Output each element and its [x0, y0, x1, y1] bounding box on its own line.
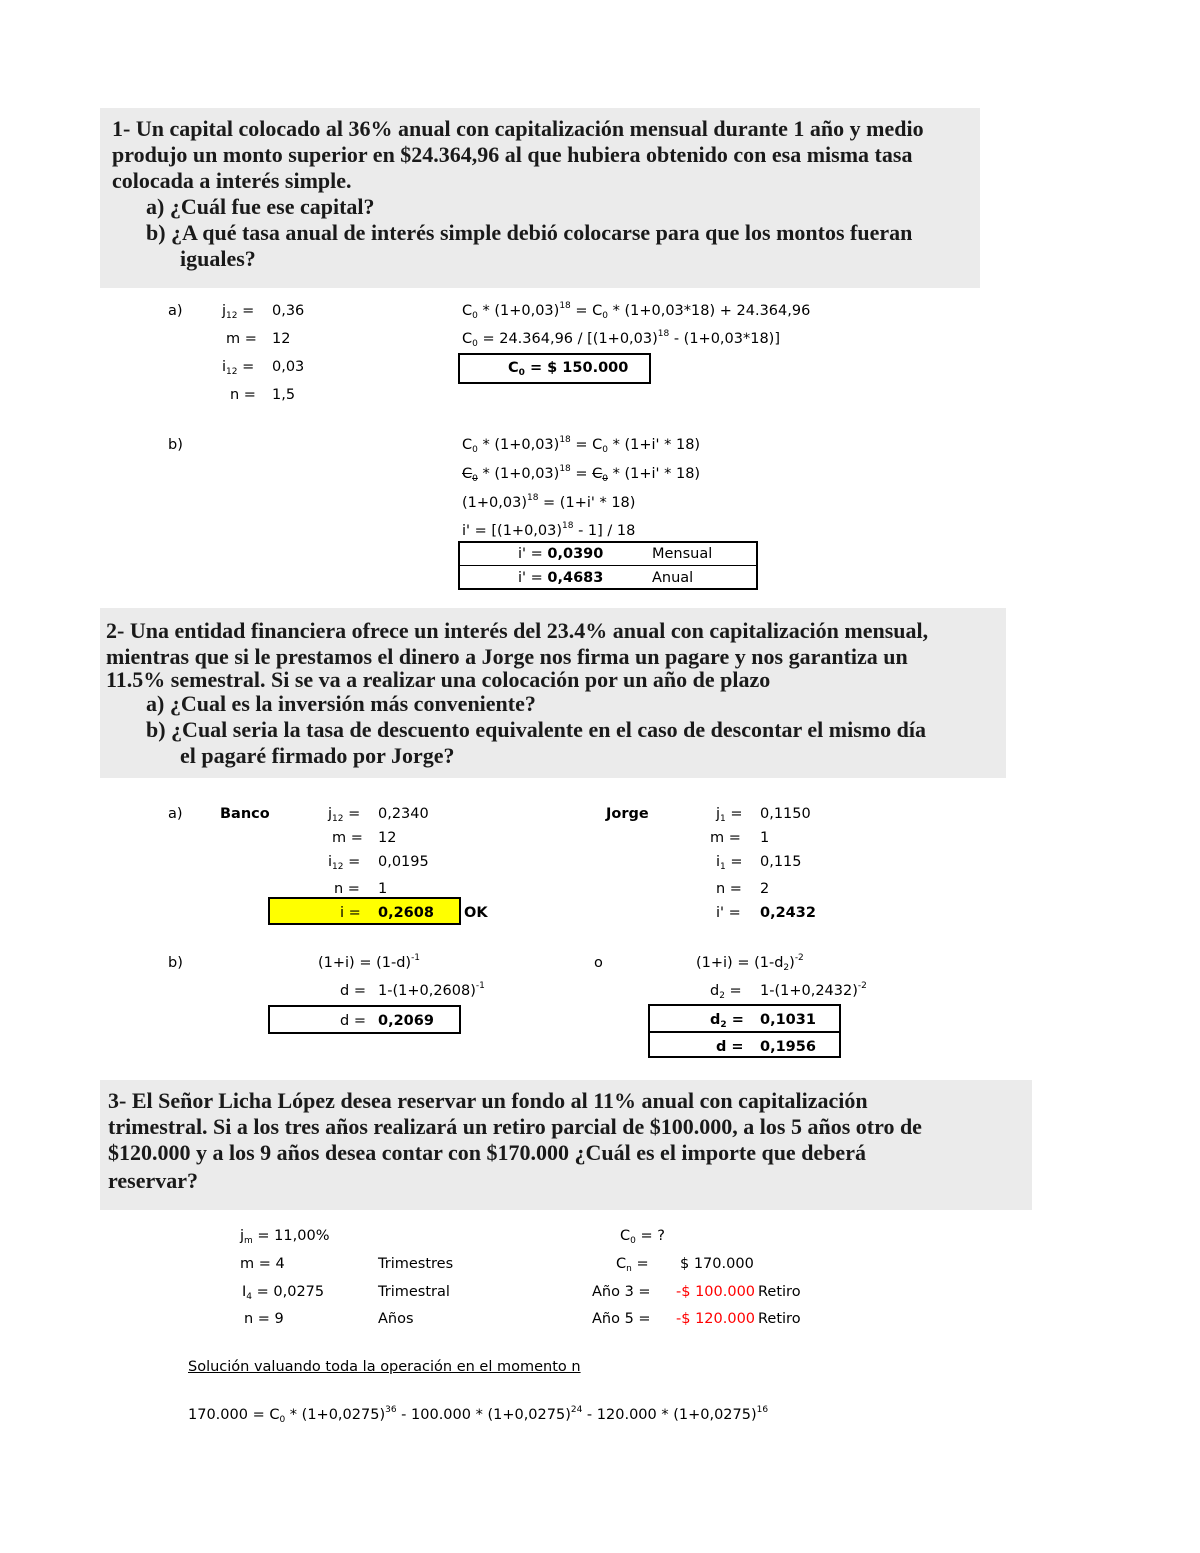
bank-i12-val: 0,0195 — [378, 854, 429, 870]
label-b: b) — [168, 955, 183, 971]
statement-line: mientras que si le prestamos el dinero a Jorge nos firma un pagare y nos garantiza un — [106, 644, 908, 669]
bank-result-value: 0,2608 — [378, 905, 434, 921]
statement-line: a) ¿Cual es la inversión más conveniente? — [146, 691, 536, 716]
problem-2-statement — [100, 608, 1006, 778]
statement-line: el pagaré firmado por Jorge? — [180, 743, 455, 768]
year-3-label: Año 3 = — [592, 1284, 651, 1300]
bank-j12: $j_{12}$ = — [328, 806, 361, 824]
or-label: o — [594, 955, 603, 971]
capital-c0: $C_0$ = ? — [620, 1228, 665, 1246]
jorge-m-val: 1 — [760, 830, 770, 846]
periods-m: m = 4 — [240, 1256, 285, 1272]
statement-line: trimestral. Si a los tres años realizará un retiro parcial de $100.000, a los 5 años otro de — [108, 1114, 922, 1139]
equation-2: $C_0 = 24.364,96 / [(1+0,03)^{18} - (1+0,03*18)]$ — [462, 329, 781, 349]
divider — [648, 1031, 841, 1033]
discount-result-label: d = — [340, 1013, 366, 1029]
problem-3-statement — [100, 1080, 1032, 1210]
bank-result-label: i = — [340, 905, 361, 921]
jorge-j1-val: 0,1150 — [760, 806, 811, 822]
ok-mark: OK — [464, 905, 488, 921]
statement-line: a) ¿Cuál fue ese capital? — [146, 194, 375, 219]
bank-i12: $i_{12}$ = — [328, 854, 361, 872]
val-m: 12 — [272, 331, 291, 347]
statement-line: b) ¿Cual seria la tasa de descuento equivalente en el caso de descontar el mismo día — [146, 717, 926, 742]
statement-line: $120.000 y a los 9 años desea contar con $170.000 ¿Cuál es el importe que deberá — [108, 1140, 866, 1165]
statement-line: 11.5% semestral. Si se va a realizar una colocación por un año de plazo — [106, 667, 771, 692]
jorge-i1-val: 0,115 — [760, 854, 802, 870]
discount-d2-result-label: $d_2$ = — [710, 1012, 744, 1030]
bank-m-val: 12 — [378, 830, 397, 846]
val-n: 1,5 — [272, 387, 296, 403]
solution-equation: $170.000 = C_0 * (1+0,0275)^{36} - 100.000 * (1+0,0275)^{24} - 120.000 * (1+0,0275)^{16}$ — [188, 1405, 769, 1425]
result-capital: $C_0$ = $ 150.000 — [508, 360, 629, 378]
jorge-result-value: 0,2432 — [760, 905, 816, 921]
label-a: a) — [168, 806, 183, 822]
year-3-withdrawal: -$ 100.000 — [676, 1284, 756, 1300]
var-j12: $j_{12}$ = — [222, 303, 255, 321]
bank-n-val: 1 — [378, 881, 388, 897]
problem-1-statement — [100, 108, 980, 288]
discount-formula-4: $1-(1+0,2432)^{-2}$ — [760, 981, 867, 999]
jorge-n: n = — [716, 881, 742, 897]
years-n-unit: Años — [378, 1311, 414, 1327]
bank-n: n = — [334, 881, 360, 897]
var-i12: $i_{12}$ = — [222, 359, 255, 377]
bank-label: Banco — [220, 806, 270, 822]
divider — [458, 565, 758, 566]
discount-formula-3: $(1+i) = (1-d_2)^{-2}$ — [696, 953, 804, 973]
jorge-m: m = — [710, 830, 741, 846]
rate-i4-unit: Trimestral — [378, 1284, 450, 1300]
val-j12: 0,36 — [272, 303, 305, 319]
equation-b2: $C_0 * (1+0,03)^{18} = C_0 * (1+i' * 18)$ — [462, 464, 701, 484]
statement-line: colocada a interés simple. — [112, 168, 352, 193]
var-n: n = — [230, 387, 256, 403]
rate-jm: $j_m = 11,00\%$ — [240, 1228, 330, 1246]
year-5-withdrawal: -$ 120.000 — [676, 1311, 756, 1327]
discount-formula-1: $(1+i) = (1-d)^{-1}$ — [318, 953, 421, 971]
discount-d-annual-value: 0,1956 — [760, 1039, 816, 1055]
years-n: n = 9 — [244, 1311, 284, 1327]
year-5-unit: Retiro — [758, 1311, 801, 1327]
result-rate-annual: i' = 0,4683 — [518, 570, 604, 586]
jorge-n-val: 2 — [760, 881, 770, 897]
year-3-unit: Retiro — [758, 1284, 801, 1300]
equation-b3: $(1+0,03)^{18} = (1+i' * 18)$ — [462, 493, 636, 511]
statement-line: 3- El Señor Licha López desea reservar un fondo al 11% anual con capitalización — [108, 1088, 868, 1113]
equation-b4: $i' = [(1+0,03)^{18} - 1] / 18$ — [462, 521, 636, 539]
discount-d-annual-label: d = — [716, 1039, 744, 1055]
capital-cn: $C_n$ = — [616, 1256, 649, 1274]
bank-j12-val: 0,2340 — [378, 806, 429, 822]
year-5-label: Año 5 = — [592, 1311, 651, 1327]
discount-formula-2: $1-(1+0,2608)^{-1}$ — [378, 981, 485, 999]
label-b: b) — [168, 437, 183, 453]
jorge-j1: $j_1$ = — [716, 806, 743, 824]
jorge-label: Jorge — [606, 806, 649, 822]
capital-cn-value: $ 170.000 — [680, 1256, 754, 1272]
statement-line: 2- Una entidad financiera ofrece un interés del 23.4% anual con capitalización mensual, — [106, 618, 929, 643]
discount-result-value: 0,2069 — [378, 1013, 434, 1029]
discount-d-label: d = — [340, 983, 366, 999]
statement-line: produjo un monto superior en $24.364,96 al que hubiera obtenido con esa misma tasa — [112, 142, 913, 167]
rate-i4: $I_4 = 0,0275$ — [242, 1284, 325, 1302]
statement-line: 1- Un capital colocado al 36% anual con capitalización mensual durante 1 año y medio — [112, 116, 924, 141]
solution-heading: Solución valuando toda la operación en el momento n — [188, 1359, 581, 1375]
label-a: a) — [168, 303, 183, 319]
jorge-i1: $i_1$ = — [716, 854, 743, 872]
result-rate-monthly: i' = 0,0390 — [518, 546, 604, 562]
result-rate-monthly-unit: Mensual — [652, 546, 713, 562]
statement-line: reservar? — [108, 1168, 198, 1193]
bank-m: m = — [332, 830, 363, 846]
val-i12: 0,03 — [272, 359, 305, 375]
discount-d2-label: $d_2$ = — [710, 983, 742, 1001]
discount-d2-result-value: 0,1031 — [760, 1012, 816, 1028]
jorge-result-label: i' = — [716, 905, 741, 921]
equation-1: $C_0 * (1+0,03)^{18} = C_0 * (1+0,03*18) + 24.364,96$ — [462, 301, 811, 321]
statement-line: iguales? — [180, 246, 256, 271]
result-rate-annual-unit: Anual — [652, 570, 694, 586]
equation-b1: $C_0 * (1+0,03)^{18} = C_0 * (1+i' * 18)$ — [462, 435, 701, 455]
var-m: m = — [226, 331, 257, 347]
statement-line: b) ¿A qué tasa anual de interés simple debió colocarse para que los montos fueran — [146, 220, 913, 245]
periods-m-unit: Trimestres — [378, 1256, 454, 1272]
